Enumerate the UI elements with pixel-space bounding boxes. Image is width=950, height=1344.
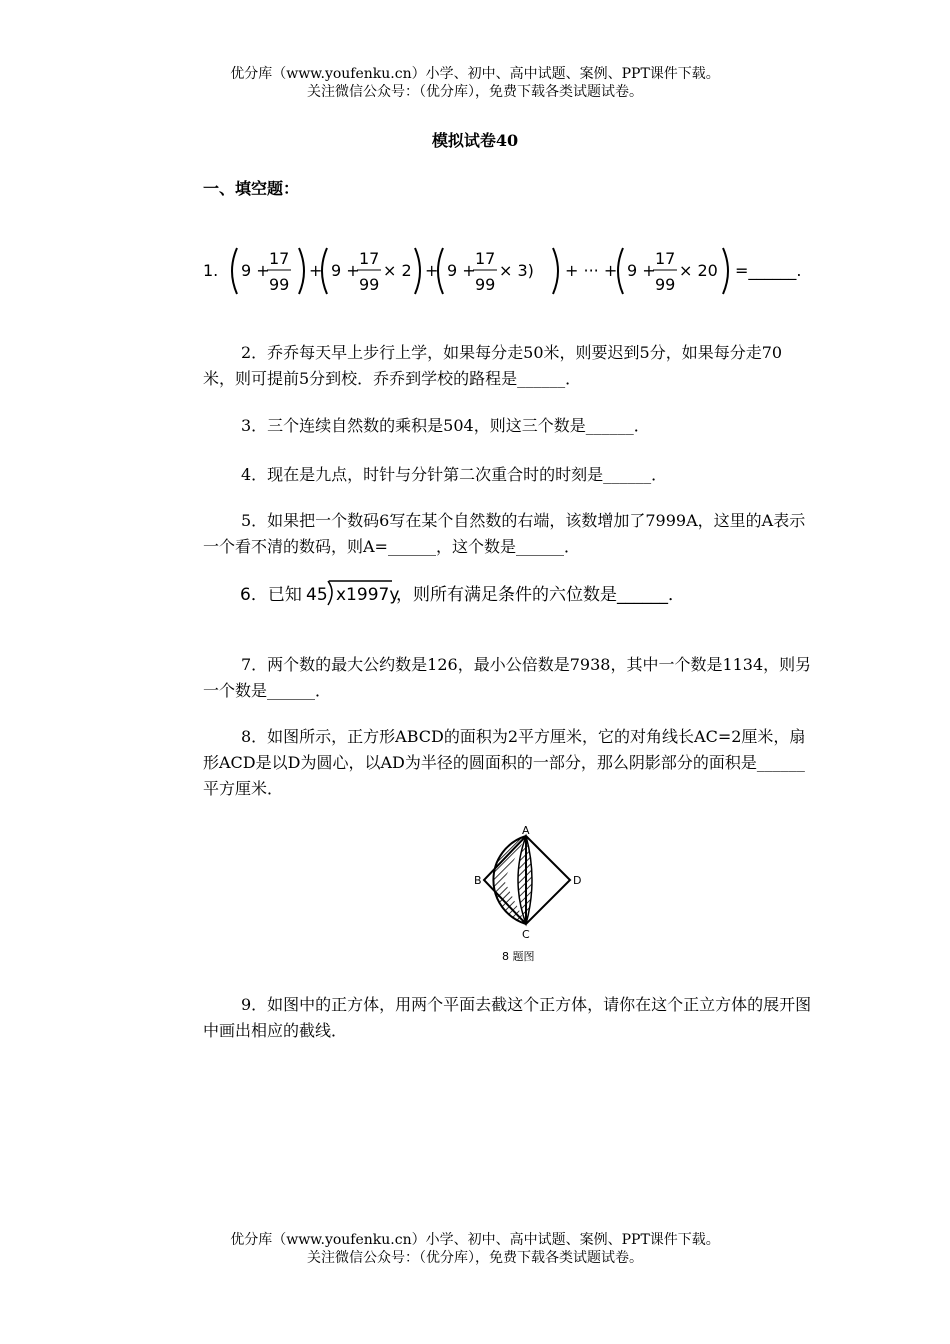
q1-term-3: 9 + [447, 261, 476, 280]
q6-prefix: 6．已知 [240, 585, 302, 605]
q1-frac-den-4: 99 [655, 275, 676, 294]
page-title: 模拟试卷40 [431, 131, 519, 150]
q1-times-20: × 20 [679, 261, 718, 280]
q1-plus-1: + [309, 261, 323, 280]
q1-times-2: × 2 [383, 261, 412, 280]
question-2: 2．乔乔每天早上步行上学，如果每分走50米，则要迟到5分，如果每分走70米，则可提前5分到校．乔乔到学校的路程是______． [203, 343, 783, 388]
q1-term-4: 9 + [627, 261, 656, 280]
question-6 [240, 576, 760, 612]
q6-suffix: ，则所有满足条件的六位数是______． [396, 585, 685, 605]
question-7: 7．两个数的最大公约数是126，最小公倍数是7938，其中一个数是1134，则另一个数是______． [203, 655, 812, 700]
q1-dots: + ··· + [565, 261, 618, 280]
q1-paren-right-2 [415, 248, 420, 294]
header-line-2: 关注微信公众号：（优分库），免费下载各类试题试卷。 [307, 84, 643, 100]
question-5: 5．如果把一个数码6写在某个自然数的右端，该数增加了7999A，这里的A表示一个看不清的数码，则A=______，这个数是______． [203, 511, 806, 556]
q1-plus-2: + [425, 261, 439, 280]
q1-paren-right-3 [553, 248, 558, 294]
question-1-expression [203, 238, 843, 304]
header-line-1: 优分库（www.youfenku.cn）小学、初中、高中试题、案例、PPT课件下载。 [230, 66, 720, 82]
q1-frac-den-3: 99 [475, 275, 496, 294]
q6-dividend: x1997y [336, 585, 400, 605]
q1-paren-right-1 [299, 248, 304, 294]
question-3: 3．三个连续自然数的乘积是504，则这三个数是______． [241, 416, 650, 435]
question-8: 8．如图所示，正方形ABCD的面积为2平方厘米，它的对角线长AC=2厘米，扇形ACD是以D为圆心，以AD为半径的圆面积的一部分，那么阴影部分的面积是______平方厘米． [203, 727, 806, 798]
q1-term-1: 9 + [241, 261, 270, 280]
q1-number: 1. [203, 261, 219, 280]
figure-8 [466, 822, 586, 972]
label-d: D [573, 874, 582, 887]
question-4: 4．现在是九点，时针与分针第二次重合时的时刻是______． [241, 465, 668, 484]
q1-times-3: × 3) [499, 261, 534, 280]
question-9: 9．如图中的正方体，用两个平面去截这个正方体，请你在这个正立方体的展开图中画出相应的截线． [203, 995, 812, 1040]
q1-frac-num-3: 17 [475, 249, 496, 268]
label-c: C [522, 928, 530, 941]
figure-caption: 8 题图 [502, 950, 535, 963]
q1-frac-num-1: 17 [269, 249, 290, 268]
q6-divisor: 45 [306, 585, 328, 605]
footer-line-2: 关注微信公众号：（优分库），免费下载各类试题试卷。 [307, 1250, 643, 1266]
q1-paren-left-1 [232, 248, 237, 294]
q1-paren-left-4 [618, 248, 623, 294]
q1-paren-left-2 [322, 248, 327, 294]
q1-equals-blank: =______. [735, 261, 802, 280]
q1-frac-num-2: 17 [359, 249, 380, 268]
q1-frac-num-4: 17 [655, 249, 676, 268]
q1-paren-left-3 [438, 248, 443, 294]
q6-division-bracket [328, 581, 332, 605]
footer-line-1: 优分库（www.youfenku.cn）小学、初中、高中试题、案例、PPT课件下载。 [230, 1232, 720, 1248]
section-heading: 一、填空题： [203, 179, 300, 198]
q1-paren-right-4 [723, 248, 728, 294]
q1-frac-den-2: 99 [359, 275, 380, 294]
q1-term-2: 9 + [331, 261, 360, 280]
label-b: B [474, 874, 482, 887]
q1-frac-den-1: 99 [269, 275, 290, 294]
label-a: A [522, 824, 530, 837]
